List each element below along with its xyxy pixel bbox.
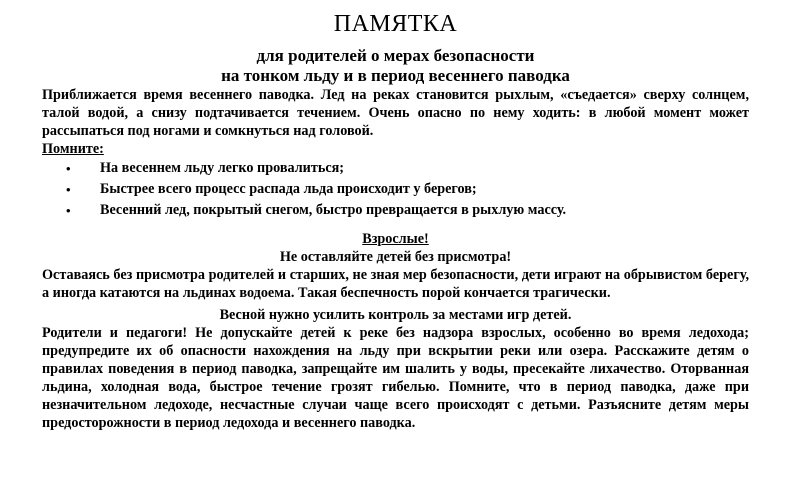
list-item-text: Весенний лед, покрытый снегом, быстро превращается в рыхлую массу.	[100, 202, 567, 218]
subtitle-line-2: на тонком льду и в период весеннего паводка	[221, 66, 570, 85]
list-item	[42, 179, 749, 200]
spring-heading: Весной нужно усилить контроль за местами игр детей.	[219, 307, 572, 323]
list-item-text: Быстрее всего процесс распада льда происходит у берегов;	[100, 181, 477, 197]
bullet-icon: •	[66, 182, 71, 197]
adults-heading: Взрослые!	[362, 231, 429, 247]
list-item	[42, 200, 749, 221]
remember-list	[42, 158, 749, 221]
section-spacer	[42, 221, 749, 230]
adults-paragraph: Оставаясь без присмотра родителей и старших, не зная мер безопасности, дети играют на обрывистом берегу, а иногда катаются на льдинах водоема. Такая беспечность порой кончается трагически.	[42, 267, 749, 301]
document-title: ПАМЯТКА	[333, 11, 458, 37]
adults-subheading: Не оставляйте детей без присмотра!	[279, 249, 512, 265]
bullet-icon: •	[66, 203, 71, 218]
bullet-icon: •	[66, 161, 71, 176]
list-item	[42, 158, 749, 179]
subtitle-line-1: для родителей о мерах безопасности	[256, 46, 535, 65]
spring-paragraph: Родители и педагоги! Не допускайте детей к реке без надзора взрослых, особенно во время ледохода; предупредите их об опасности нахождения на льду при вскрытии реки или озера. Расскажите детям о правилах поведения в период паводка, запрещайте им шалить у воды, пресекайте лихачество. Оторванная льдина, холодная вода, быстрое течение грозят гибелью. Помните, что в период паводка, даже при незначительном ледоходе, несчастные случаи чаще всего происходят с детьми. Разъясните детям меры предосторожности в период ледохода и весеннего паводка.	[42, 325, 749, 431]
intro-paragraph: Приближается время весеннего паводка. Лед на реках становится рыхлым, «съедается» сверху солнцем, талой водой, а снизу подтачивается течением. Очень опасно по нему ходить: в любой момент может рассыпаться под ногами и сомкнуться над головой.	[42, 87, 749, 139]
list-item-text: На весеннем льду легко провалиться;	[100, 160, 345, 176]
remember-heading: Помните:	[42, 141, 104, 157]
